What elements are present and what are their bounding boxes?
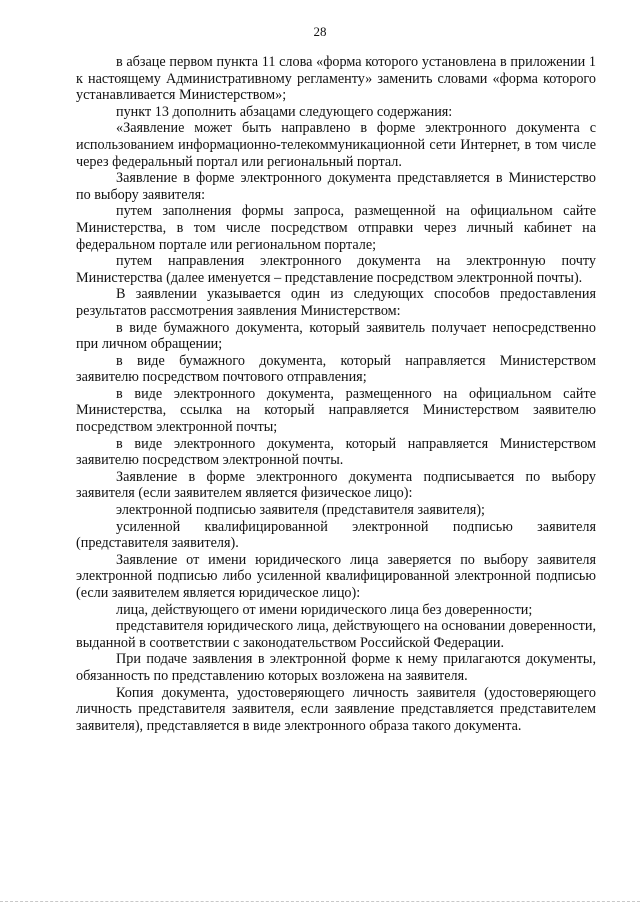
- paragraph: В заявлении указывается один из следующих способов предоставления результатов рассмотрения заявления Министерством:: [76, 286, 596, 319]
- paragraph: лица, действующего от имени юридического лица без доверенности;: [116, 601, 533, 618]
- paragraph: представителя юридического лица, действующего на основании доверенности, выданной в соответствии с законодательством Российской Федерации.: [76, 618, 596, 651]
- paragraph: «Заявление может быть направлено в форме электронного документа с использованием информационно-телекоммуникационной сети Интернет, в том числе через федеральный портал или региональный портал.: [76, 120, 596, 170]
- paragraph: путем заполнения формы запроса, размещенной на официальном сайте Министерства, в том числе посредством отправки через личный кабинет на федеральном портале или региональном портале;: [76, 203, 596, 253]
- paragraph: в абзаце первом пункта 11 слова «форма которого установлена в приложении 1 к настоящему Административному регламенту» заменить словами «форма которого устанавливается Министерством»;: [76, 54, 596, 104]
- scan-edge-line: [0, 901, 640, 902]
- paragraph: в виде электронного документа, который направляется Министерством заявителю посредством электронной почты.: [76, 435, 596, 469]
- paragraph: Заявление в форме электронного документа подписывается по выбору заявителя (если заявителем является физическое лицо):: [76, 468, 596, 502]
- paragraph: Копия документа, удостоверяющего личность заявителя (удостоверяющего личность представителя заявителя, если заявление представляется представителем заявителя), представляется в виде электронного образа такого документа.: [76, 684, 596, 734]
- paragraph: пункт 13 дополнить абзацами следующего содержания:: [116, 103, 453, 120]
- document-body: [76, 54, 596, 734]
- paragraph: в виде бумажного документа, который направляется Министерством заявителю посредством почтового отправления;: [76, 352, 596, 386]
- paragraph: в виде электронного документа, размещенного на официальном сайте Министерства, ссылка на который направляется Министерством заявителю посредством электронной почты;: [76, 385, 596, 436]
- page-number: 28: [313, 24, 327, 39]
- paragraph: Заявление в форме электронного документа представляется в Министерство по выбору заявителя:: [76, 170, 596, 203]
- paragraph: При подаче заявления в электронной форме к нему прилагаются документы, обязанность по представлению которых возложена на заявителя.: [76, 651, 596, 684]
- paragraph: в виде бумажного документа, который заявитель получает непосредственно при личном обращении;: [76, 319, 596, 353]
- paragraph: Заявление от имени юридического лица заверяется по выбору заявителя электронной подписью либо усиленной квалифицированной электронной подписью (если заявителем является юридическое лицо):: [76, 551, 596, 601]
- paragraph: электронной подписью заявителя (представителя заявителя);: [116, 502, 485, 519]
- paragraph: усиленной квалифицированной электронной подписью заявителя (представителя заявителя).: [76, 518, 596, 552]
- paragraph: путем направления электронного документа на электронную почту Министерства (далее именуется – представление посредством электронной почты).: [76, 253, 596, 286]
